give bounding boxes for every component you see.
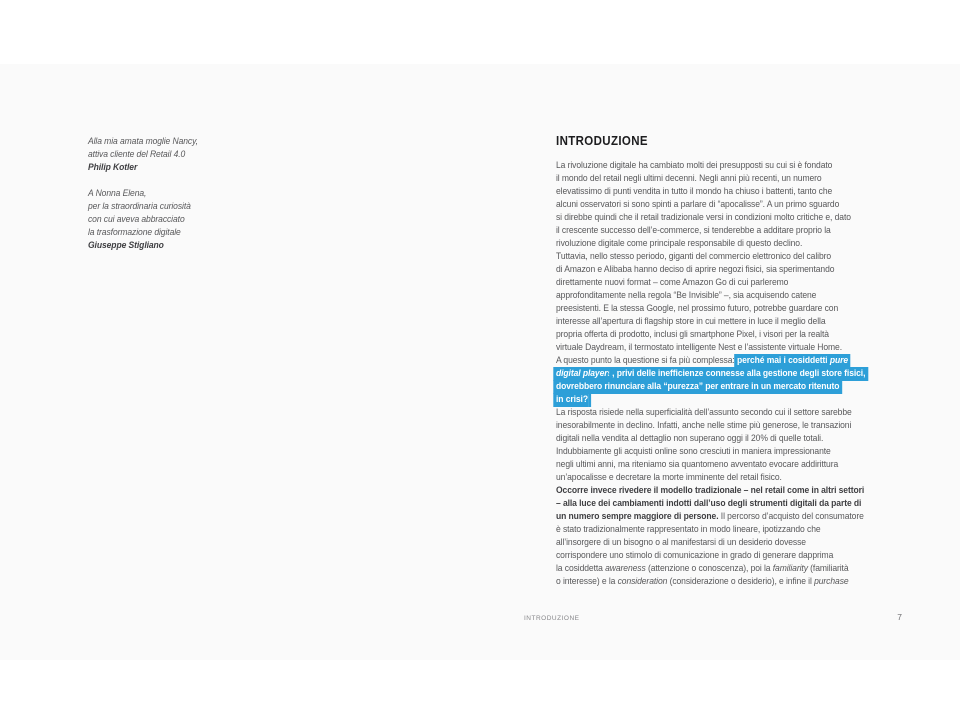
body-line [556, 263, 891, 276]
chapter-title: INTRODUZIONE [556, 134, 648, 148]
body-line [556, 354, 891, 367]
body-line [556, 159, 891, 172]
text-run: il crescente successo dell’e-commerce, si tenderebbe a additare proprio la [556, 225, 831, 236]
dedication-line [88, 200, 198, 213]
body-line [556, 328, 891, 341]
text-run: digitali nella vendita al dettaglio non superano oggi il 20% di quelle totali. [556, 433, 824, 444]
text-run: il mondo del retail negli ultimi decenni. Negli anni più recenti, un numero [556, 173, 822, 184]
text-run: la trasformazione digitale [88, 227, 181, 238]
text-run: preesistenti. E la stessa Google, nel prossimo futuro, potrebbe guardare con [556, 303, 839, 314]
body-line [556, 523, 891, 536]
text-run: virtuale Daydream, il termostato intelligente Nest e l’assistente virtuale Home. [556, 342, 843, 353]
text-run: alcuni osservatori si sono spinti a parlare di “apocalisse”. A un primo sguardo [556, 199, 840, 210]
text-run: si direbbe quindi che il retail tradizionale versi in condizioni molto critiche e, dato [556, 212, 851, 223]
body-line [556, 471, 891, 484]
text-run: Giuseppe Stigliano [88, 240, 164, 251]
text-run: interesse all’apertura di flagship store in cui mettere in luce il meglio della [556, 316, 826, 327]
highlighted-text: digital players [556, 368, 613, 379]
text-run: Indubbiamente gli acquisti online sono cresciuti in maniera impressionante [556, 446, 831, 457]
body-text [556, 159, 928, 588]
dedication [88, 135, 210, 252]
text-run: un’apocalisse e decretare la morte imminente del retail fisico. [556, 472, 782, 483]
body-line [556, 419, 891, 432]
page-number: 7 [897, 612, 902, 622]
body-line [556, 367, 891, 380]
highlighted-text: , privi delle inefficienze connesse alla gestione degli store fisici, [612, 368, 866, 379]
body-line [556, 380, 891, 393]
dedication-line [88, 187, 198, 200]
footer-section-label: INTRODUZIONE [524, 615, 580, 622]
highlighted-text: dovrebbero rinunciare alla “purezza” per entrare in un mercato ritenuto [556, 381, 840, 392]
book-spread [0, 64, 960, 660]
highlighted-text: in crisi? [556, 394, 588, 405]
body-line [556, 250, 891, 263]
body-line [556, 536, 891, 549]
text-run: Il percorso d’acquisto del consumatore [718, 511, 864, 522]
text-run: A questo punto la questione si fa più complessa: [556, 355, 737, 366]
body-line [556, 172, 891, 185]
highlighted-text: pure [829, 355, 849, 366]
highlighted-text: perché mai i cosiddetti [736, 355, 830, 366]
text-run: all’insorgere di un bisogno o al manifestarsi di un desiderio dovesse [556, 537, 806, 548]
body-line [556, 406, 891, 419]
body-line [556, 289, 891, 302]
text-run: (familiarità [807, 563, 849, 574]
dedication-line [88, 239, 198, 252]
text-run: Philip Kotler [88, 162, 138, 173]
text-run: direttamente nuovi format – come Amazon Go di cui parleremo [556, 277, 789, 288]
text-run: La risposta risiede nella superficialità dell’assunto secondo cui il settore sarebbe [556, 407, 852, 418]
body-line [556, 445, 891, 458]
text-run: elevatissimo di punti vendita in tutto il mondo ha chiuso i battenti, tanto che [556, 186, 833, 197]
body-line [556, 484, 891, 497]
body-line [556, 562, 891, 575]
body-line [556, 302, 891, 315]
text-run: attiva cliente del Retail 4.0 [88, 149, 186, 160]
text-run: inesorabilmente in declino. Infatti, anche nelle stime più generose, le transazioni [556, 420, 852, 431]
text-run: purchase [814, 576, 849, 587]
body-line [556, 224, 891, 237]
text-run: corrispondere uno stimolo di comunicazione in grado di generare dapprima [556, 550, 834, 561]
body-line [556, 341, 891, 354]
body-line [556, 276, 891, 289]
dedication-line [88, 174, 198, 187]
body-line [556, 211, 891, 224]
body-line [556, 575, 891, 588]
text-run: la cosiddetta [556, 563, 606, 574]
body-line [556, 497, 891, 510]
text-run: A Nonna Elena, [88, 188, 147, 199]
text-run: o interesse) e la [556, 576, 618, 587]
body-line [556, 393, 891, 406]
body-line [556, 237, 891, 250]
text-run: è stato tradizionalmente rappresentato in modo lineare, ipotizzando che [556, 524, 821, 535]
right-page [480, 64, 960, 660]
text-run: per la straordinaria curiosità [88, 201, 191, 212]
dedication-line [88, 161, 198, 174]
text-run: di Amazon e Alibaba hanno deciso di aprire negozi fisici, sia sperimentando [556, 264, 835, 275]
body-line [556, 185, 891, 198]
text-run: un numero sempre maggiore di persone. [556, 511, 719, 522]
dedication-line [88, 213, 198, 226]
text-run: Alla mia amata moglie Nancy, [88, 136, 198, 147]
text-run: familiarity [772, 563, 808, 574]
text-run: La rivoluzione digitale ha cambiato molti dei presupposti su cui si è fondato [556, 160, 833, 171]
text-run: Occorre invece rivedere il modello tradizionale – nel retail come in altri settori [556, 485, 865, 496]
text-run: awareness [605, 563, 646, 574]
text-run: con cui aveva abbracciato [88, 214, 185, 225]
left-page [0, 64, 480, 660]
text-run: negli ultimi anni, ma riteniamo sia quantomeno avventato evocare addirittura [556, 459, 839, 470]
body-line [556, 198, 891, 211]
body-line [556, 458, 891, 471]
text-run: consideration [617, 576, 668, 587]
text-run: (considerazione o desiderio), e infine il [667, 576, 815, 587]
body-line [556, 315, 891, 328]
text-run: rivoluzione digitale come principale responsabile di questo declino. [556, 238, 803, 249]
body-line [556, 549, 891, 562]
text-run: (attenzione o conoscenza), poi la [645, 563, 773, 574]
text-run: approfonditamente nella regola “Be Invisible” –, sia acquisendo catene [556, 290, 817, 301]
dedication-line [88, 148, 198, 161]
dedication-line [88, 226, 198, 239]
body-line [556, 510, 891, 523]
body-line [556, 432, 891, 445]
text-run: – alla luce dei cambiamenti indotti dall’uso degli strumenti digitali da parte di [556, 498, 862, 509]
text-run: propria offerta di prodotto, inclusi gli smartphone Pixel, i visori per la realtà [556, 329, 829, 340]
dedication-line [88, 135, 198, 148]
text-run: Tuttavia, nello stesso periodo, giganti del commercio elettronico del calibro [556, 251, 832, 262]
